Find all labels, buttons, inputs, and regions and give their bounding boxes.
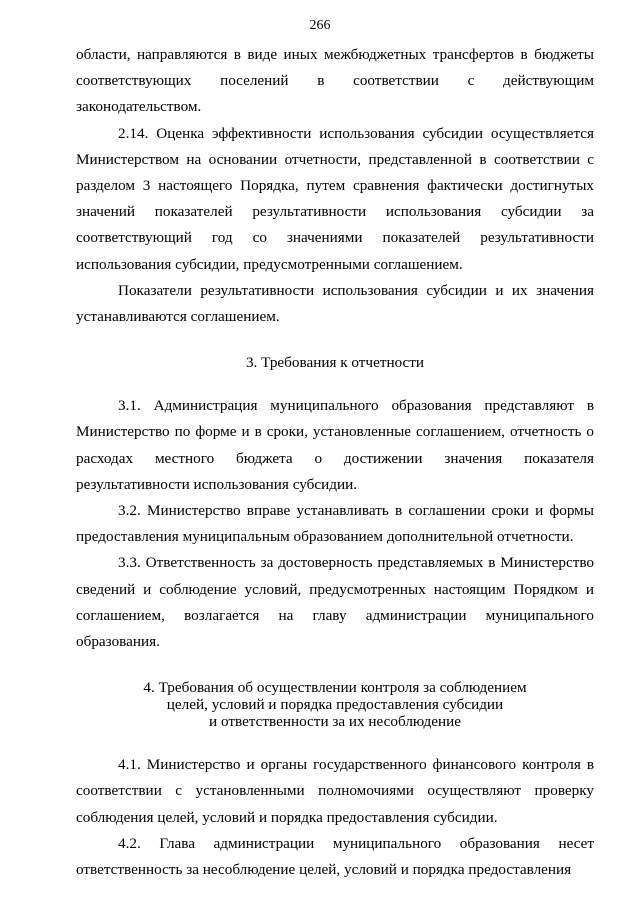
paragraph-indicators: Показатели результативности использования субсидии и их значения устанавливаются соглашением. [76,281,594,326]
document-body [76,42,594,883]
section-4-heading-line: 4. Требования об осуществлении контроля за соблюдением [143,679,527,697]
section-3-heading: 3. Требования к отчетности [245,354,425,372]
paragraph-2-14: 2.14. Оценка эффективности использования субсидии осуществляется Министерством на основании отчетности, представленной в соответствии с разделом 3 настоящего Порядка, путем сравнения фактически достигнутых значений показателей результативности использования субсидии за соответствующий год со значениями показателей результативности использования субсидии, предусмотренными соглашением. [76,124,594,273]
page-number: 266 [309,18,331,33]
paragraph-4-2: 4.2. Глава администрации муниципального образования несет ответственность за несоблюдение целей, условий и порядка предоставления [76,834,594,879]
section-4-heading-line: целей, условий и порядка предоставления субсидии [166,696,504,714]
section-4-heading [76,679,594,730]
paragraph-continuation: области, направляются в виде иных межбюджетных трансфертов в бюджеты соответствующих поселений в соответствии с действующим законодательством. [76,46,594,116]
paragraph-3-1: 3.1. Администрация муниципального образования представляют в Министерство по форме и в сроки, установленные соглашением, отчетность о расходах местного бюджета о достижении значения показателя результативности использования субсидии. [76,397,594,493]
paragraph-3-3: 3.3. Ответственность за достоверность представляемых в Министерство сведений и соблюдение условий, предусмотренных настоящим Порядком и соглашением, возлагается на главу администрации муниципального образования. [76,554,594,651]
paragraph-4-1: 4.1. Министерство и органы государственного финансового контроля в соответствии с установленными полномочиями осуществляют проверку соблюдения целей, условий и порядка предоставления субсидии. [76,756,594,826]
section-4-heading-line: и ответственности за их несоблюдение [209,713,461,731]
paragraph-3-2: 3.2. Министерство вправе устанавливать в соглашении сроки и формы предоставления муниципальным образованием дополнительной отчетности. [76,502,594,546]
